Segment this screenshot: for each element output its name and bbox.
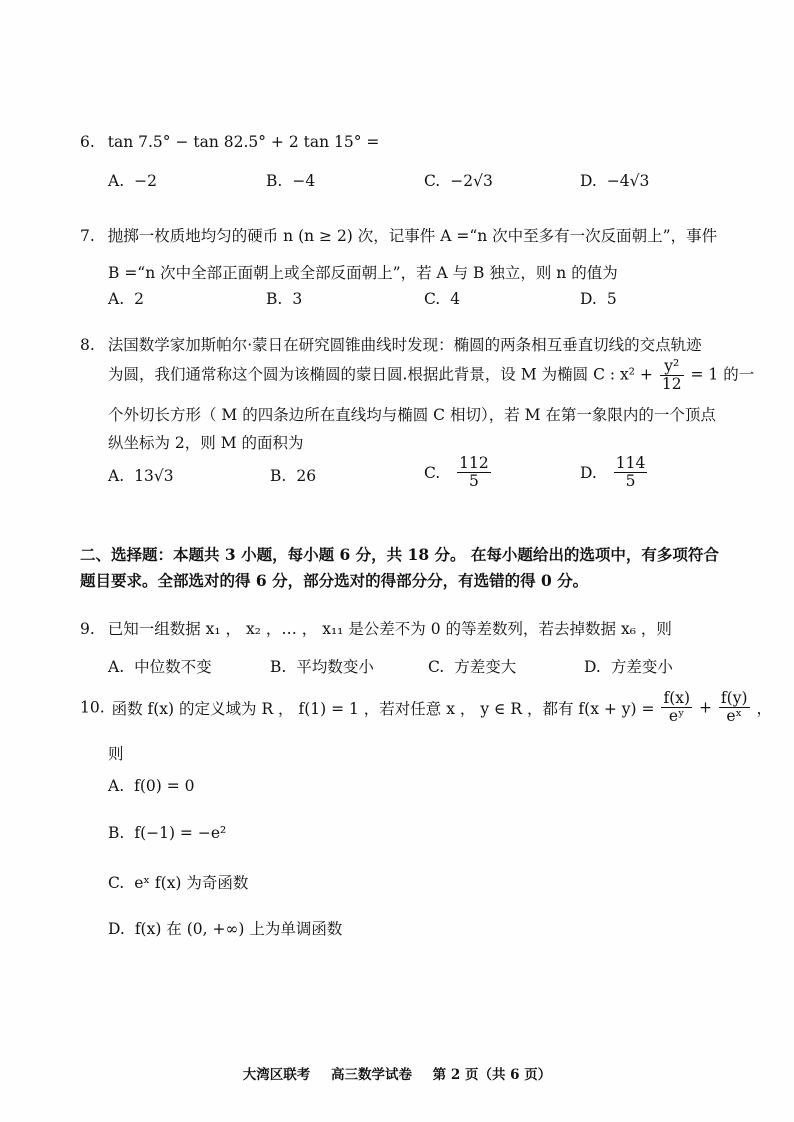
fraction-denominator: eʸ xyxy=(668,707,685,725)
option-text: f(x) 在 (0, +∞) 上为单调函数 xyxy=(134,920,343,938)
option-label: A. xyxy=(108,467,125,485)
option-text: 5 xyxy=(606,290,617,308)
question-text: 已知一组数据 x₁ ， x₂ ，… ， x₁₁ 是公差不为 0 的等差数列，若去掉数据 x₆ ，则 xyxy=(107,620,672,638)
question-8-stem-line4: 纵坐标为 2，则 M 的面积为 xyxy=(108,434,304,452)
option-label: B. xyxy=(266,290,283,308)
option-text: f(−1) = −e² xyxy=(134,824,227,842)
q6-option-a xyxy=(108,172,157,190)
q6-option-b xyxy=(266,172,315,190)
option-label: A. xyxy=(108,290,125,308)
question-10-stem-line2: 则 xyxy=(108,745,124,763)
option-text: 平均数变小 xyxy=(296,658,374,676)
q10-option-b xyxy=(108,824,226,842)
q7-option-a xyxy=(108,290,144,308)
option-text: −4 xyxy=(292,172,316,190)
option-text: 4 xyxy=(450,290,461,308)
q10-option-a xyxy=(108,777,195,795)
q8-option-d xyxy=(580,455,649,490)
question-8-stem-line3: 个外切长方形（ M 的四条边所在直线均与椭圆 C 相切），若 M 在第一象限内的一个顶点 xyxy=(108,406,716,424)
fraction xyxy=(719,690,750,725)
option-label: C. xyxy=(428,658,445,676)
page-footer xyxy=(0,1063,794,1083)
punctuation: ， xyxy=(756,699,772,718)
option-text: −4√3 xyxy=(606,172,650,190)
q9-option-d xyxy=(584,655,673,677)
option-label: D. xyxy=(580,172,597,190)
fraction-denominator: 5 xyxy=(469,472,479,490)
q7-option-b xyxy=(266,290,302,308)
question-8-stem-line2 xyxy=(108,358,754,393)
option-text: 26 xyxy=(296,467,317,485)
fraction-denominator: eˣ xyxy=(726,707,743,725)
option-text: 中位数不变 xyxy=(134,658,212,676)
option-text: 3 xyxy=(292,290,303,308)
question-text: 为圆，我们通常称这个圆为该椭圆的蒙日圆.根据此背景，设 M 为椭圆 C : x² + xyxy=(108,365,653,384)
option-label: C. xyxy=(424,463,441,482)
option-text: eˣ f(x) 为奇函数 xyxy=(134,874,249,892)
question-number: 10. xyxy=(80,698,105,717)
section-2-instructions-line1: 二、选择题：本题共 3 小题，每小题 6 分，共 18 分。 在每小题给出的选项中，有多项符合 xyxy=(80,545,719,564)
q6-option-d xyxy=(580,172,649,190)
q9-option-b xyxy=(270,655,374,677)
q8-option-a xyxy=(108,467,174,485)
option-label: A. xyxy=(108,172,125,190)
question-10-stem-line1 xyxy=(80,690,772,725)
fraction-numerator: 114 xyxy=(615,454,646,472)
fraction-numerator: y² xyxy=(660,358,684,376)
question-8-stem-line1 xyxy=(80,333,702,355)
q6-option-c xyxy=(424,172,493,190)
q8-option-c xyxy=(424,455,493,490)
question-text: = 1 的一 xyxy=(690,365,755,384)
question-6-stem xyxy=(80,133,379,151)
q9-option-c xyxy=(428,655,516,677)
option-text: −2 xyxy=(134,172,157,190)
option-text: f(0) = 0 xyxy=(134,777,195,795)
q7-option-c xyxy=(424,290,460,308)
option-label: B. xyxy=(108,824,125,842)
section-2-instructions-line2: 题目要求。全部选对的得 6 分，部分选对的得部分分，有选错的得 0 分。 xyxy=(80,571,589,590)
fraction-denominator: 5 xyxy=(625,472,636,490)
option-text: 方差变大 xyxy=(454,658,517,676)
option-label: C. xyxy=(108,874,125,892)
option-label: C. xyxy=(424,172,441,190)
option-label: C. xyxy=(424,290,441,308)
option-label: D. xyxy=(580,463,597,482)
question-9-stem xyxy=(80,617,672,639)
option-label: A. xyxy=(108,777,125,795)
fraction xyxy=(614,455,648,490)
question-text: tan 7.5° − tan 82.5° + 2 tan 15° = xyxy=(107,133,380,151)
q9-option-a xyxy=(108,655,212,677)
fraction xyxy=(660,358,684,393)
q8-option-b xyxy=(270,467,316,485)
option-label: B. xyxy=(270,658,287,676)
question-text: 抛掷一枚质地均匀的硬币 n (n ≥ 2) 次，记事件 A =“n 次中至多有一次反面朝上”，事件 xyxy=(107,227,718,245)
subject-name: 高三数学试卷 xyxy=(330,1067,412,1083)
question-number: 8. xyxy=(80,336,95,354)
fraction-denominator: 12 xyxy=(661,375,682,393)
question-number: 6. xyxy=(80,133,95,151)
question-7-stem-line2: B =“n 次中全部正面朝上或全部反面朝上”，若 A 与 B 独立，则 n 的值为 xyxy=(108,264,618,282)
question-text: 函数 f(x) 的定义域为 R ， f(1) = 1 ，若对任意 x ， y ∈ R ，都有 f(x + y) = xyxy=(111,699,655,718)
question-7-stem-line1 xyxy=(80,224,717,246)
exam-name: 大湾区联考 xyxy=(242,1067,311,1083)
plus-sign: + xyxy=(698,698,712,717)
fraction-numerator: f(x) xyxy=(663,689,691,707)
question-number: 7. xyxy=(80,227,95,245)
fraction-numerator: 112 xyxy=(459,454,489,472)
question-text: 法国数学家加斯帕尔·蒙日在研究圆锥曲线时发现：椭圆的两条相互垂直切线的交点轨迹 xyxy=(107,336,702,354)
fraction xyxy=(661,690,692,725)
q10-option-c xyxy=(108,871,248,893)
question-number: 9. xyxy=(80,620,95,638)
option-text: −2√3 xyxy=(450,172,493,190)
q7-option-d xyxy=(580,290,617,308)
option-label: B. xyxy=(266,172,283,190)
q10-option-d xyxy=(108,917,342,939)
option-label: D. xyxy=(584,658,601,676)
option-label: D. xyxy=(580,290,597,308)
fraction-numerator: f(y) xyxy=(720,689,748,707)
option-label: D. xyxy=(108,920,125,938)
option-text: 2 xyxy=(134,290,144,308)
option-text: 方差变小 xyxy=(610,658,673,676)
page-number: 第 2 页（共 6 页） xyxy=(432,1067,552,1083)
option-label: B. xyxy=(270,467,287,485)
option-label: A. xyxy=(108,658,125,676)
option-text: 13√3 xyxy=(134,467,174,485)
fraction xyxy=(457,455,491,490)
